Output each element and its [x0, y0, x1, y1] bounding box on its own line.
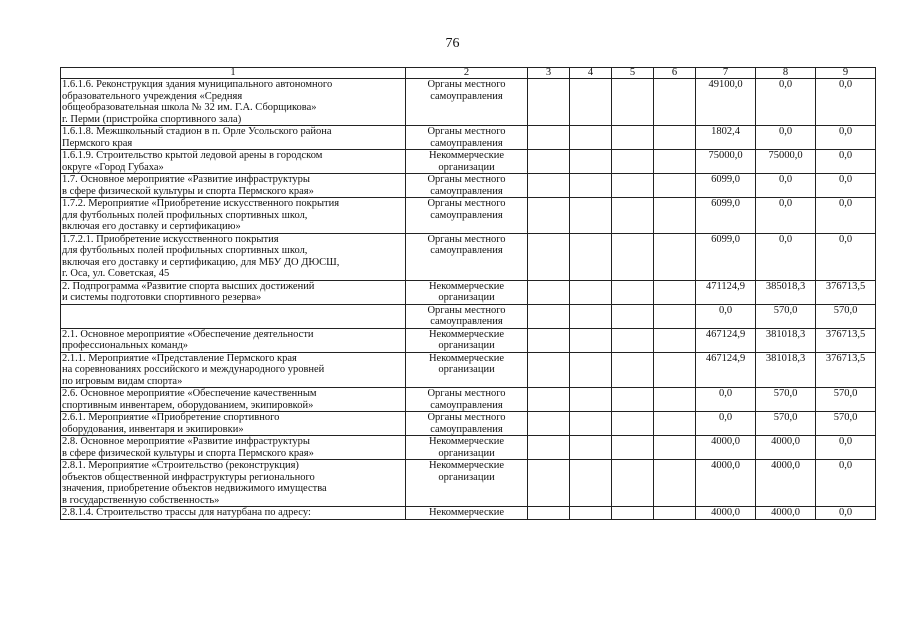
row-name-cell	[61, 280, 406, 304]
executor-line: Некоммерческие	[428, 352, 505, 364]
row-name-cell	[61, 436, 406, 460]
amount-cell-c7: 49100,0	[696, 79, 756, 126]
executor-cell	[406, 126, 528, 150]
empty-cell-col-3	[528, 412, 570, 436]
amount-cell-c9: 570,0	[816, 388, 876, 412]
amount-cell-c9: 0,0	[816, 233, 876, 280]
column-header-2: 2	[406, 68, 528, 79]
amount-cell-c7: 4000,0	[696, 460, 756, 507]
executor-line: организации	[438, 340, 495, 351]
amount-cell-c9: 376713,5	[816, 352, 876, 388]
empty-cell-col-5	[612, 233, 654, 280]
executor-line: Некоммерческие	[428, 150, 505, 161]
column-header-5: 5	[612, 68, 654, 79]
row-name-line: и системы подготовки спортивного резерва»	[62, 292, 262, 303]
empty-cell-col-5	[612, 412, 654, 436]
empty-cell-col-6	[654, 174, 696, 198]
executor-cell	[406, 460, 528, 507]
row-name-line: профессиональных команд»	[62, 340, 189, 351]
amount-cell-c7: 467124,9	[696, 352, 756, 388]
amount-cell-c7: 0,0	[696, 388, 756, 412]
empty-cell-col-5	[612, 280, 654, 304]
table-row	[61, 507, 876, 520]
empty-cell-col-4	[570, 79, 612, 126]
table-row	[61, 198, 876, 234]
executor-line: Некоммерческие	[428, 460, 505, 471]
column-header-4: 4	[570, 68, 612, 79]
amount-cell-c8: 4000,0	[756, 436, 816, 460]
executor-line: Органы местного	[427, 412, 506, 423]
amount-cell-c8: 381018,3	[756, 352, 816, 388]
row-name-line: 2.1.1. Мероприятие «Представление Пермского края	[62, 352, 297, 364]
executor-line: Органы местного	[427, 388, 506, 399]
empty-cell-col-5	[612, 436, 654, 460]
row-name-cell	[61, 460, 406, 507]
empty-cell-col-3	[528, 126, 570, 150]
table-row	[61, 233, 876, 280]
row-name-line: в сфере физической культуры и спорта Пермского края»	[62, 447, 314, 459]
empty-cell-col-4	[570, 174, 612, 198]
empty-cell-col-3	[528, 304, 570, 328]
table-row	[61, 460, 876, 507]
executor-cell	[406, 198, 528, 234]
row-name-cell	[61, 79, 406, 126]
table-row	[61, 412, 876, 436]
row-name-line: г. Перми (пристройка спортивного зала)	[62, 113, 242, 125]
table-row	[61, 328, 876, 352]
empty-cell-col-4	[570, 436, 612, 460]
empty-cell-col-3	[528, 460, 570, 507]
amount-cell-c9: 0,0	[816, 507, 876, 520]
empty-cell-col-5	[612, 352, 654, 388]
table-row	[61, 388, 876, 412]
row-name-line: в сфере физической культуры и спорта Пермского края»	[62, 185, 314, 197]
amount-cell-c7: 6099,0	[696, 233, 756, 280]
amount-cell-c9: 0,0	[816, 79, 876, 126]
row-name-line: 1.6.1.6. Реконструкция здания муниципального автономного	[62, 79, 333, 90]
empty-cell-col-3	[528, 198, 570, 234]
empty-cell-col-6	[654, 507, 696, 520]
empty-cell-col-3	[528, 150, 570, 174]
amount-cell-c8: 4000,0	[756, 507, 816, 520]
empty-cell-col-4	[570, 233, 612, 280]
column-number-row	[61, 68, 876, 79]
row-name-line: образовательного учреждения «Средняя	[62, 90, 243, 102]
executor-line: Органы местного	[427, 198, 506, 209]
empty-cell-col-6	[654, 150, 696, 174]
executor-line: самоуправления	[430, 90, 503, 102]
amount-cell-c8: 0,0	[756, 174, 816, 198]
empty-cell-col-5	[612, 198, 654, 234]
executor-line: самоуправления	[430, 209, 503, 221]
executor-line: организации	[438, 447, 495, 459]
row-name-line: по игровым видам спорта»	[62, 375, 183, 387]
empty-cell-col-3	[528, 436, 570, 460]
empty-cell-col-4	[570, 328, 612, 352]
executor-line: Некоммерческие	[428, 507, 505, 518]
amount-cell-c9: 376713,5	[816, 280, 876, 304]
executor-line: организации	[438, 364, 495, 375]
empty-cell-col-3	[528, 507, 570, 520]
empty-cell-col-6	[654, 233, 696, 280]
amount-cell-c8: 385018,3	[756, 280, 816, 304]
executor-cell	[406, 174, 528, 198]
executor-line: самоуправления	[430, 399, 503, 411]
row-name-line: 1.6.1.8. Межшкольный стадион в п. Орле Усольского района	[62, 126, 332, 137]
executor-cell	[406, 79, 528, 126]
empty-cell-col-3	[528, 174, 570, 198]
empty-cell-col-4	[570, 198, 612, 234]
executor-line: Органы местного	[427, 79, 506, 90]
amount-cell-c9: 570,0	[816, 412, 876, 436]
amount-cell-c7: 6099,0	[696, 198, 756, 234]
row-name-cell	[61, 412, 406, 436]
row-name-cell	[61, 233, 406, 280]
row-name-line: 2. Подпрограмма «Развитие спорта высших достижений	[62, 280, 315, 292]
amount-cell-c8: 381018,3	[756, 328, 816, 352]
empty-cell-col-3	[528, 352, 570, 388]
table-row	[61, 79, 876, 126]
executor-cell	[406, 280, 528, 304]
column-header-9: 9	[816, 68, 876, 79]
amount-cell-c7: 0,0	[696, 304, 756, 328]
row-name-line: общеобразовательная школа № 32 им. Г.А. Сборщикова»	[62, 102, 317, 113]
amount-cell-c8: 0,0	[756, 126, 816, 150]
row-name-line: значения, приобретение объектов недвижимого имущества	[62, 483, 327, 494]
row-name-line: включая его доставку и сертификацию»	[62, 221, 241, 232]
empty-cell-col-3	[528, 79, 570, 126]
empty-cell-col-5	[612, 304, 654, 328]
amount-cell-c9: 0,0	[816, 126, 876, 150]
row-name-line: округе «Город Губаха»	[62, 161, 164, 173]
empty-cell-col-5	[612, 507, 654, 520]
row-name-line: спортивным инвентарем, оборудованием, экипировкой»	[62, 399, 314, 411]
table-row	[61, 150, 876, 174]
empty-cell-col-4	[570, 126, 612, 150]
empty-cell-col-6	[654, 352, 696, 388]
executor-cell	[406, 150, 528, 174]
executor-cell	[406, 436, 528, 460]
amount-cell-c8: 75000,0	[756, 150, 816, 174]
budget-table	[60, 67, 876, 520]
empty-cell-col-6	[654, 388, 696, 412]
row-name-cell	[61, 352, 406, 388]
executor-line: Органы местного	[427, 304, 506, 316]
column-header-6: 6	[654, 68, 696, 79]
empty-cell-col-4	[570, 304, 612, 328]
amount-cell-c9: 0,0	[816, 198, 876, 234]
empty-cell-col-6	[654, 280, 696, 304]
executor-line: Некоммерческие	[428, 280, 505, 292]
empty-cell-col-5	[612, 150, 654, 174]
empty-cell-col-6	[654, 460, 696, 507]
row-name-line: 2.8. Основное мероприятие «Развитие инфраструктуры	[62, 436, 310, 447]
amount-cell-c7: 467124,9	[696, 328, 756, 352]
row-name-cell	[61, 388, 406, 412]
amount-cell-c9: 0,0	[816, 174, 876, 198]
row-name-line: 1.7. Основное мероприятие «Развитие инфраструктуры	[62, 174, 310, 185]
executor-line: Органы местного	[427, 174, 506, 185]
row-name-line: объектов общественной инфраструктуры регионального	[62, 471, 315, 483]
empty-cell-col-5	[612, 174, 654, 198]
row-name-cell	[61, 304, 406, 328]
executor-line: самоуправления	[430, 137, 503, 149]
amount-cell-c9: 0,0	[816, 460, 876, 507]
amount-cell-c9: 0,0	[816, 436, 876, 460]
row-name-line: 2.8.1. Мероприятие «Строительство (реконструкция)	[62, 460, 299, 471]
empty-cell-col-6	[654, 328, 696, 352]
executor-cell	[406, 304, 528, 328]
empty-cell-col-6	[654, 304, 696, 328]
executor-cell	[406, 233, 528, 280]
row-name-cell	[61, 126, 406, 150]
amount-cell-c8: 4000,0	[756, 460, 816, 507]
empty-cell-col-3	[528, 388, 570, 412]
amount-cell-c8: 570,0	[756, 412, 816, 436]
empty-cell-col-3	[528, 233, 570, 280]
empty-cell-col-4	[570, 150, 612, 174]
empty-cell-col-6	[654, 436, 696, 460]
executor-line: Некоммерческие	[428, 436, 505, 447]
row-name-cell	[61, 507, 406, 520]
row-name-line: 2.8.1.4. Строительство трассы для натурбана по адресу:	[62, 507, 311, 518]
row-name-line: 2.1. Основное мероприятие «Обеспечение деятельности	[62, 328, 314, 340]
amount-cell-c7: 6099,0	[696, 174, 756, 198]
column-header-1: 1	[61, 68, 406, 79]
row-name-cell	[61, 198, 406, 234]
row-name-line: в государственную собственность»	[62, 494, 220, 506]
row-name-line: 1.6.1.9. Строительство крытой ледовой арены в городском	[62, 150, 323, 161]
executor-cell	[406, 328, 528, 352]
executor-cell	[406, 412, 528, 436]
row-name-cell	[61, 150, 406, 174]
row-name-line: Пермского края	[62, 137, 133, 149]
executor-cell	[406, 388, 528, 412]
empty-cell-col-5	[612, 126, 654, 150]
row-name-line: оборудования, инвентаря и экипировки»	[62, 423, 244, 435]
row-name-line: г. Оса, ул. Советская, 45	[62, 268, 170, 279]
table-body	[61, 68, 876, 520]
executor-line: Органы местного	[427, 233, 506, 245]
row-name-line: для футбольных полей профильных спортивных школ,	[62, 245, 308, 256]
table-row	[61, 436, 876, 460]
amount-cell-c7: 0,0	[696, 412, 756, 436]
empty-cell-col-6	[654, 79, 696, 126]
empty-cell-col-4	[570, 280, 612, 304]
executor-line: организации	[438, 161, 495, 173]
row-name-line: 1.7.2. Мероприятие «Приобретение искусственного покрытия	[62, 198, 340, 209]
table-row	[61, 352, 876, 388]
executor-line: самоуправления	[430, 245, 503, 256]
column-header-7: 7	[696, 68, 756, 79]
empty-cell-col-3	[528, 280, 570, 304]
empty-cell-col-4	[570, 460, 612, 507]
column-header-3: 3	[528, 68, 570, 79]
empty-cell-col-5	[612, 388, 654, 412]
amount-cell-c9: 570,0	[816, 304, 876, 328]
table-row	[61, 174, 876, 198]
executor-line: организации	[438, 471, 495, 483]
amount-cell-c7: 1802,4	[696, 126, 756, 150]
column-header-8: 8	[756, 68, 816, 79]
executor-line: Органы местного	[427, 126, 506, 137]
empty-cell-col-6	[654, 126, 696, 150]
empty-cell-col-6	[654, 412, 696, 436]
empty-cell-col-6	[654, 198, 696, 234]
amount-cell-c7: 4000,0	[696, 436, 756, 460]
page-number: 76	[445, 36, 460, 51]
empty-cell-col-5	[612, 328, 654, 352]
empty-cell-col-4	[570, 388, 612, 412]
amount-cell-c8: 0,0	[756, 198, 816, 234]
amount-cell-c8: 0,0	[756, 79, 816, 126]
row-name-cell	[61, 328, 406, 352]
empty-cell-col-5	[612, 79, 654, 126]
empty-cell-col-5	[612, 460, 654, 507]
empty-cell-col-4	[570, 352, 612, 388]
row-name-line: для футбольных полей профильных спортивных школ,	[62, 209, 308, 221]
table-row	[61, 280, 876, 304]
amount-cell-c8: 570,0	[756, 388, 816, 412]
row-name-line: 1.7.2.1. Приобретение искусственного покрытия	[62, 233, 279, 245]
amount-cell-c9: 376713,5	[816, 328, 876, 352]
executor-line: самоуправления	[430, 423, 503, 435]
executor-line: организации	[438, 292, 495, 303]
amount-cell-c8: 570,0	[756, 304, 816, 328]
executor-cell	[406, 507, 528, 520]
executor-line: Некоммерческие	[428, 328, 505, 340]
empty-cell-col-4	[570, 412, 612, 436]
row-name-line: 2.6.1. Мероприятие «Приобретение спортивного	[62, 412, 280, 423]
table-row	[61, 304, 876, 328]
row-name-line: 2.6. Основное мероприятие «Обеспечение качественным	[62, 388, 317, 399]
amount-cell-c8: 0,0	[756, 233, 816, 280]
row-name-line: на соревнованиях российского и международного уровней	[62, 364, 325, 375]
executor-cell	[406, 352, 528, 388]
executor-line: самоуправления	[430, 316, 503, 327]
amount-cell-c9: 0,0	[816, 150, 876, 174]
amount-cell-c7: 75000,0	[696, 150, 756, 174]
empty-cell-col-4	[570, 507, 612, 520]
empty-cell-col-3	[528, 328, 570, 352]
row-name-cell	[61, 174, 406, 198]
executor-line: самоуправления	[430, 185, 503, 197]
table-row	[61, 126, 876, 150]
row-name-line: включая его доставку и сертификацию, для МБУ ДО ДЮСШ,	[62, 256, 340, 268]
amount-cell-c7: 471124,9	[696, 280, 756, 304]
amount-cell-c7: 4000,0	[696, 507, 756, 520]
